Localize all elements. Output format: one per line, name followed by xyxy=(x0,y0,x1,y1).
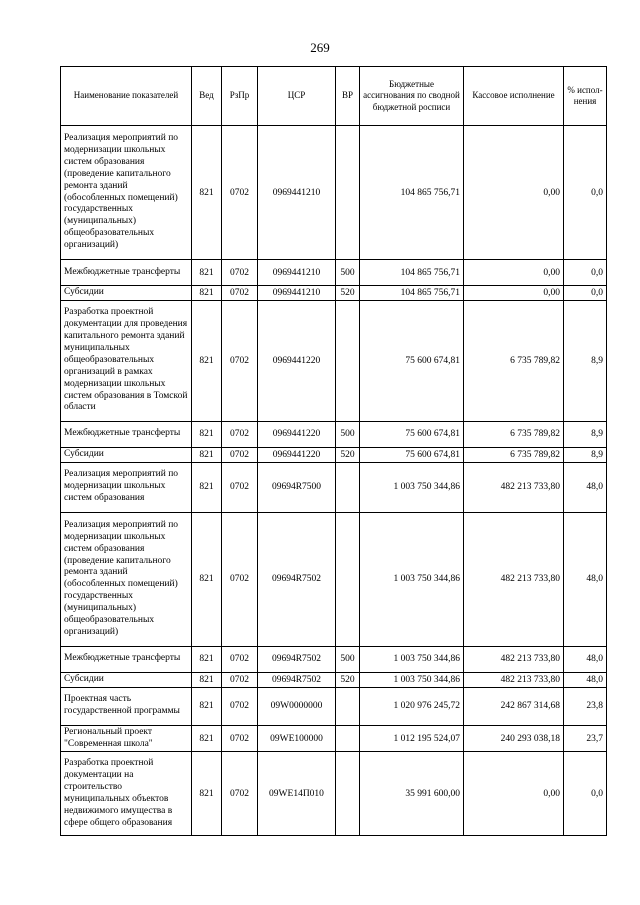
row-csr: 0969441210 xyxy=(258,286,336,301)
row-vr xyxy=(336,512,360,646)
row-name: Разработка проектной документации на строительство муниципальных объектов недвижимого имущества в сфере общего образования xyxy=(61,752,192,836)
row-rzpr: 0702 xyxy=(222,725,258,752)
row-percent: 8,9 xyxy=(564,447,607,462)
row-rzpr: 0702 xyxy=(222,672,258,687)
row-percent: 48,0 xyxy=(564,462,607,512)
table-row xyxy=(61,687,607,725)
table-row xyxy=(61,421,607,447)
row-cash: 482 213 733,80 xyxy=(464,672,564,687)
row-percent: 48,0 xyxy=(564,512,607,646)
table-row xyxy=(61,462,607,512)
row-name: Разработка проектной документации для проведения капитального ремонта зданий муниципальных общеобразовательных организаций в рамках модернизации школьных систем образования в Томской области xyxy=(61,300,192,421)
row-name: Субсидии xyxy=(61,447,192,462)
row-rzpr: 0702 xyxy=(222,462,258,512)
row-ved: 821 xyxy=(192,462,222,512)
row-cash: 0,00 xyxy=(464,260,564,286)
row-cash: 482 213 733,80 xyxy=(464,462,564,512)
row-ved: 821 xyxy=(192,126,222,260)
header-cash: Кассовое исполнение xyxy=(464,67,564,126)
row-vr xyxy=(336,752,360,836)
row-rzpr: 0702 xyxy=(222,512,258,646)
row-name: Субсидии xyxy=(61,286,192,301)
row-cash: 240 293 038,18 xyxy=(464,725,564,752)
row-vr xyxy=(336,725,360,752)
row-budget: 1 012 195 524,07 xyxy=(360,725,464,752)
row-csr: 0969441220 xyxy=(258,421,336,447)
row-name: Реализация мероприятий по модернизации школьных систем образования xyxy=(61,462,192,512)
row-budget: 1 003 750 344,86 xyxy=(360,512,464,646)
header-ved: Вед xyxy=(192,67,222,126)
header-name: Наименование показателей xyxy=(61,67,192,126)
row-rzpr: 0702 xyxy=(222,126,258,260)
row-percent: 0,0 xyxy=(564,286,607,301)
table-header-row xyxy=(61,67,607,126)
row-name: Межбюджетные трансферты xyxy=(61,421,192,447)
row-ved: 821 xyxy=(192,286,222,301)
table-row xyxy=(61,447,607,462)
row-ved: 821 xyxy=(192,672,222,687)
row-vr: 520 xyxy=(336,672,360,687)
row-rzpr: 0702 xyxy=(222,646,258,672)
budget-table xyxy=(60,66,607,836)
row-csr: 0969441210 xyxy=(258,260,336,286)
row-cash: 6 735 789,82 xyxy=(464,300,564,421)
row-csr: 09694R7500 xyxy=(258,462,336,512)
row-ved: 821 xyxy=(192,421,222,447)
row-rzpr: 0702 xyxy=(222,752,258,836)
table-row xyxy=(61,286,607,301)
row-cash: 242 867 314,68 xyxy=(464,687,564,725)
row-budget: 1 003 750 344,86 xyxy=(360,672,464,687)
row-rzpr: 0702 xyxy=(222,447,258,462)
row-cash: 0,00 xyxy=(464,126,564,260)
row-vr xyxy=(336,300,360,421)
row-vr: 520 xyxy=(336,286,360,301)
table-row xyxy=(61,260,607,286)
table-row xyxy=(61,300,607,421)
row-ved: 821 xyxy=(192,752,222,836)
header-rzpr: РзПр xyxy=(222,67,258,126)
row-vr: 500 xyxy=(336,421,360,447)
row-budget: 104 865 756,71 xyxy=(360,260,464,286)
row-budget: 75 600 674,81 xyxy=(360,447,464,462)
row-ved: 821 xyxy=(192,300,222,421)
row-vr: 500 xyxy=(336,260,360,286)
header-csr: ЦСР xyxy=(258,67,336,126)
row-name: Межбюджетные трансферты xyxy=(61,646,192,672)
row-name: Реализация мероприятий по модернизации школьных систем образования (проведение капитального ремонта зданий (обособленных помещений) государственных (муниципальных) общеобразовательных организаций) xyxy=(61,512,192,646)
row-percent: 8,9 xyxy=(564,300,607,421)
row-csr: 09WE14П010 xyxy=(258,752,336,836)
row-budget: 1 020 976 245,72 xyxy=(360,687,464,725)
row-csr: 09694R7502 xyxy=(258,646,336,672)
row-rzpr: 0702 xyxy=(222,286,258,301)
row-vr: 520 xyxy=(336,447,360,462)
header-percent: % испол-нения xyxy=(564,67,607,126)
table-row xyxy=(61,725,607,752)
row-csr: 09694R7502 xyxy=(258,512,336,646)
row-ved: 821 xyxy=(192,512,222,646)
row-percent: 0,0 xyxy=(564,752,607,836)
row-ved: 821 xyxy=(192,260,222,286)
row-ved: 821 xyxy=(192,725,222,752)
row-csr: 0969441220 xyxy=(258,447,336,462)
row-budget: 104 865 756,71 xyxy=(360,126,464,260)
row-rzpr: 0702 xyxy=(222,687,258,725)
row-budget: 1 003 750 344,86 xyxy=(360,646,464,672)
row-percent: 8,9 xyxy=(564,421,607,447)
row-vr xyxy=(336,126,360,260)
header-budget: Бюджетные ассигнования по сводной бюджетной росписи xyxy=(360,67,464,126)
row-name: Реализация мероприятий по модернизации школьных систем образования (проведение капитального ремонта зданий (обособленных помещений) государственных (муниципальных) общеобразовательных организаций) xyxy=(61,126,192,260)
row-percent: 48,0 xyxy=(564,672,607,687)
row-csr: 09WE100000 xyxy=(258,725,336,752)
row-percent: 0,0 xyxy=(564,260,607,286)
row-cash: 482 213 733,80 xyxy=(464,512,564,646)
row-ved: 821 xyxy=(192,646,222,672)
row-budget: 104 865 756,71 xyxy=(360,286,464,301)
row-percent: 48,0 xyxy=(564,646,607,672)
row-cash: 0,00 xyxy=(464,286,564,301)
row-name: Субсидии xyxy=(61,672,192,687)
row-cash: 6 735 789,82 xyxy=(464,421,564,447)
row-csr: 09694R7502 xyxy=(258,672,336,687)
row-vr xyxy=(336,462,360,512)
row-vr xyxy=(336,687,360,725)
row-percent: 0,0 xyxy=(564,126,607,260)
table-row xyxy=(61,672,607,687)
row-vr: 500 xyxy=(336,646,360,672)
table-row xyxy=(61,646,607,672)
row-rzpr: 0702 xyxy=(222,421,258,447)
row-rzpr: 0702 xyxy=(222,260,258,286)
page-number: 269 xyxy=(310,40,330,55)
row-percent: 23,8 xyxy=(564,687,607,725)
row-cash: 6 735 789,82 xyxy=(464,447,564,462)
row-budget: 75 600 674,81 xyxy=(360,300,464,421)
row-rzpr: 0702 xyxy=(222,300,258,421)
row-budget: 75 600 674,81 xyxy=(360,421,464,447)
row-percent: 23,7 xyxy=(564,725,607,752)
row-ved: 821 xyxy=(192,687,222,725)
row-name: Региональный проект "Современная школа" xyxy=(61,725,192,752)
header-vr: ВР xyxy=(336,67,360,126)
row-csr: 0969441210 xyxy=(258,126,336,260)
row-cash: 0,00 xyxy=(464,752,564,836)
row-budget: 35 991 600,00 xyxy=(360,752,464,836)
row-cash: 482 213 733,80 xyxy=(464,646,564,672)
row-csr: 09W0000000 xyxy=(258,687,336,725)
table-row xyxy=(61,126,607,260)
row-name: Межбюджетные трансферты xyxy=(61,260,192,286)
table-row xyxy=(61,752,607,836)
row-ved: 821 xyxy=(192,447,222,462)
row-name: Проектная часть государственной программы xyxy=(61,687,192,725)
table-row xyxy=(61,512,607,646)
row-budget: 1 003 750 344,86 xyxy=(360,462,464,512)
row-csr: 0969441220 xyxy=(258,300,336,421)
